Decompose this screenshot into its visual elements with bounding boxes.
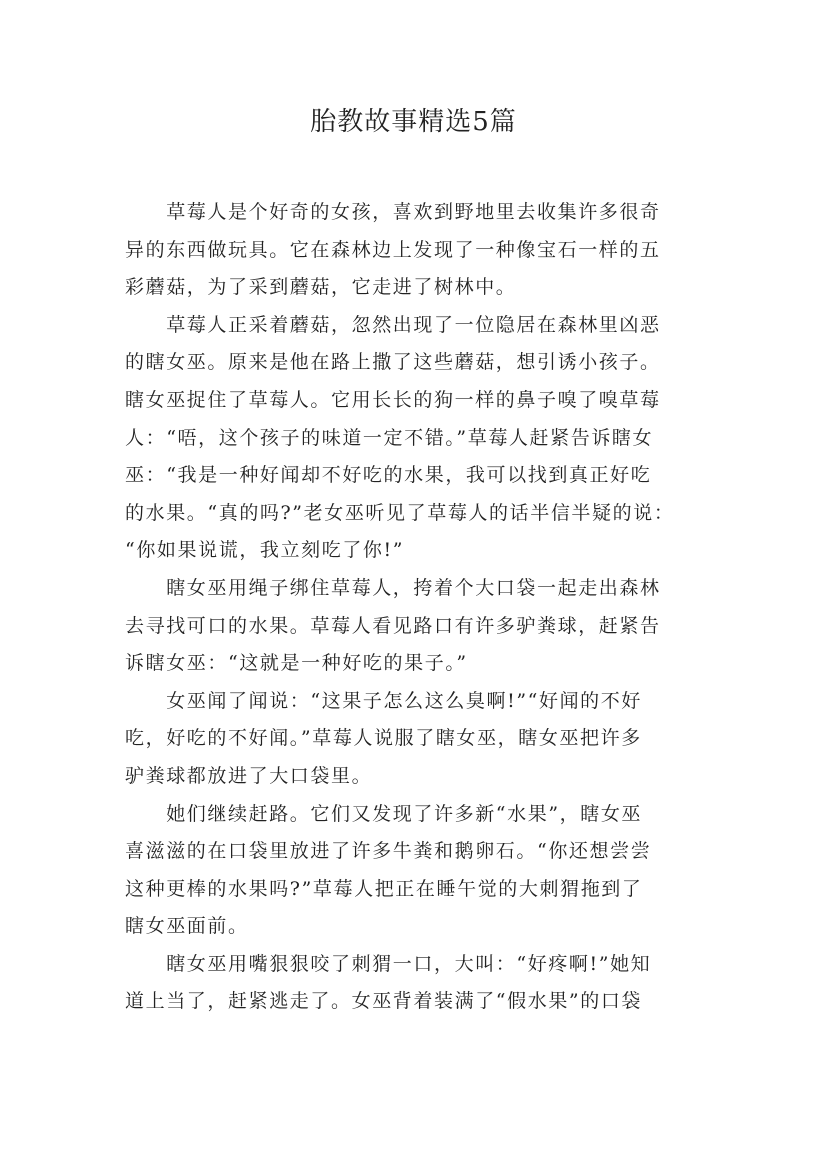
text-line: 的瞎女巫。原来是他在路上撒了这些蘑菇，想引诱小孩子。: [125, 351, 661, 374]
document-title: 胎教故事精选5篇: [310, 107, 517, 137]
text-line: 这种更棒的水果吗?”草莓人把正在睡午觉的大刺猬拖到了: [125, 877, 643, 900]
paragraph-5: [125, 796, 710, 946]
text-line: 草莓人正采着蘑菇，忽然出现了一位隐居在森林里凶恶: [125, 313, 661, 336]
paragraph-1: [125, 194, 710, 307]
text-line: 的水果。“真的吗?”老女巫听见了草莓人的话半信半疑的说：: [125, 501, 675, 524]
text-line: 异的东西做玩具。它在森林边上发现了一种像宝石一样的五: [125, 238, 661, 261]
text-line: 瞎女巫面前。: [125, 915, 249, 938]
paragraph-3: [125, 570, 710, 683]
text-line: 去寻找可口的水果。草莓人看见路口有许多驴粪球，赶紧告: [125, 614, 661, 637]
text-line: 瞎女巫用嘴狠狠咬了刺猬一口，大叫：“好疼啊!”她知: [125, 952, 652, 975]
text-line: 驴粪球都放进了大口袋里。: [125, 764, 373, 787]
text-line: 彩蘑菇，为了采到蘑菇，它走进了树林中。: [125, 276, 517, 299]
paragraph-6: [125, 946, 710, 1021]
text-line: 诉瞎女巫：“这就是一种好吃的果子。”: [125, 652, 468, 675]
text-line: 她们继续赶路。它们又发现了许多新“水果”，瞎女巫: [125, 802, 643, 825]
text-line: 道上当了，赶紧逃走了。女巫背着装满了“假水果”的口袋: [125, 990, 643, 1013]
paragraph-4: [125, 683, 710, 796]
text-line: 草莓人是个好奇的女孩，喜欢到野地里去收集许多很奇: [125, 201, 661, 223]
text-line: 喜滋滋的在口袋里放进了许多牛粪和鹅卵石。“你还想尝尝: [125, 840, 652, 863]
text-line: 瞎女巫用绳子绑住草莓人，挎着个大口袋一起走出森林: [125, 576, 661, 599]
text-line: “你如果说谎，我立刻吃了你!”: [125, 539, 405, 562]
text-line: 巫：“我是一种好闻却不好吃的水果，我可以找到真正好吃: [125, 464, 652, 487]
paragraph-2: [125, 307, 710, 570]
text-line: 瞎女巫捉住了草莓人。它用长长的狗一样的鼻子嗅了嗅草莓: [125, 388, 661, 411]
text-line: 女巫闻了闻说：“这果子怎么这么臭啊!”“好闻的不好: [125, 689, 642, 712]
text-line: 人：“唔，这个孩子的味道一定不错。”草莓人赶紧告诉瞎女: [125, 426, 654, 449]
document-body: [125, 194, 710, 1021]
text-line: 吃，好吃的不好闻。”草莓人说服了瞎女巫，瞎女巫把许多: [125, 727, 642, 750]
